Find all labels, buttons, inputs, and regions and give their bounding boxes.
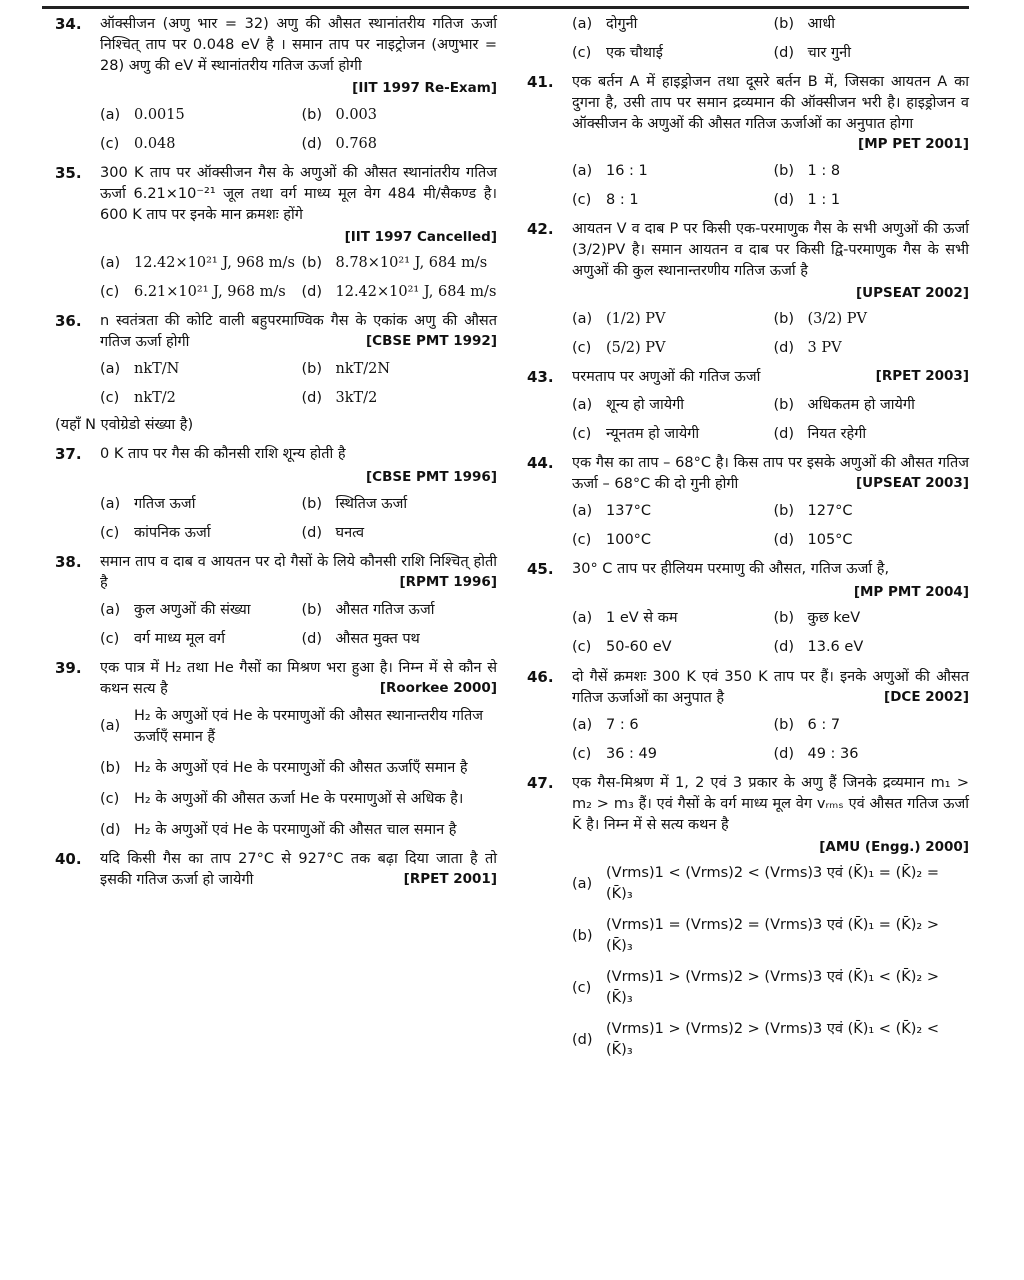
question-number: 44. [527,454,554,473]
question-number: 38. [55,552,82,571]
option-c: (c) (Vrms)1 > (Vrms)2 > (Vrms)3 एवं (K̄)₁ < (K̄)₂ > (K̄)₃ [572,969,939,1007]
question-number: 36. [55,312,82,331]
question-text: यदि किसी गैस का ताप 27°C से 927°C तक बढ़ा दिया जाता है तो इसकी गतिज ऊर्जा हो जायेगी [RPET 2001] [100,850,497,888]
option-c: (c) 8 : 1 [572,191,639,208]
option-d: (d) औसत मुक्त पथ [301,630,420,647]
option-a: (a) गतिज ऊर्जा [100,495,196,512]
option-d: (d) H₂ के अणुओं एवं He के परमाणुओं की औसत चाल समान है [100,821,457,838]
option-c: (c) वर्ग माध्य मूल वर्ग [100,630,226,647]
option-c: (c) H₂ के अणुओं की औसत ऊर्जा He के परमाणुओं से अधिक है। [100,790,464,807]
option-c: (c) 100°C [572,532,652,549]
question-number: 47. [527,773,554,792]
option-b: (b) आधी [773,16,835,32]
question-45 [527,559,969,658]
option-b: (b) कुछ keV [773,610,861,627]
option-c: (c) nkT/2 [100,390,176,407]
option-d: (d) 49 : 36 [773,745,859,762]
exam-source: [CBSE PMT 1996] [366,469,497,486]
exam-source: [RPET 2003] [875,368,969,385]
option-d: (d) 13.6 eV [773,639,864,656]
question-number: 43. [527,368,554,387]
option-c: (c) 50-60 eV [572,639,672,656]
option-a: (a) 1 eV से कम [572,610,678,627]
option-a: (a) nkT/N [100,361,180,378]
question-text: परमताप पर अणुओं की गतिज ऊर्जा [RPET 2003] [572,368,969,386]
question-number: 42. [527,219,554,238]
question-number: 40. [55,849,82,868]
question-text: 0 K ताप पर गैस की कौनसी राशि शून्य होती है [100,446,346,463]
option-a: (a) 12.42×10²¹ J, 968 m/s [100,255,295,272]
option-d: (d) 12.42×10²¹ J, 684 m/s [301,284,497,301]
option-c: (c) 6.21×10²¹ J, 968 m/s [100,284,286,301]
question-39 [55,658,497,841]
question-46 [527,667,969,765]
exam-source: [MP PET 2001] [858,136,969,153]
question-number: 46. [527,667,554,686]
exam-source: [IIT 1997 Cancelled] [344,228,497,245]
option-d: (d) घनत्व [301,524,365,541]
question-42 [527,219,969,360]
option-b: (b) अधिकतम हो जायेगी [773,397,915,414]
option-c: (c) कांपनिक ऊर्जा [100,524,211,541]
top-rule [42,6,969,9]
question-text: एक पात्र में H₂ तथा He गैसों का मिश्रण भरा हुआ है। निम्न में से कौन से कथन सत्य है [Roorkee 2000] [100,659,497,697]
question-34 [55,14,497,155]
option-c: (c) (5/2) PV [572,340,666,357]
option-b: (b) (3/2) PV [773,311,867,328]
exam-source: [AMU (Engg.) 2000] [819,838,969,855]
option-a: (a) शून्य हो जायेगी [572,397,685,414]
option-d: (d) (Vrms)1 > (Vrms)2 > (Vrms)3 एवं (K̄)₁ < (K̄)₂ < (K̄)₃ [572,1021,939,1059]
question-text: एक गैस का ताप – 68°C है। किस ताप पर इसके अणुओं की औसत गतिज ऊर्जा – 68°C की दो गुनी होगी [UPSEAT 2003] [572,455,969,493]
exam-source: [Roorkee 2000] [379,679,497,696]
question-number: 45. [527,560,554,579]
exam-source: [DCE 2002] [884,688,969,705]
option-b: (b) स्थितिज ऊर्जा [301,495,408,512]
question-text: दो गैसें क्रमशः 300 K एवं 350 K ताप पर हैं। इनके अणुओं की औसत गतिज ऊर्जाओं का अनुपात है [DCE 2002] [572,668,969,706]
exam-source: [RPET 2001] [403,870,497,887]
option-d: (d) 3kT/2 [301,390,378,407]
question-text: एक बर्तन A में हाइड्रोजन तथा दूसरे बर्तन B में, जिसका आयतन A का दुगना है, उसी ताप पर समान द्रव्यमान की ऑक्सीजन भरी है। हाइड्रोजन व ऑक्सीजन के अणुओं की औसत गतिज ऊर्जाओं का अनुपात होगा [MP PET 2001] [572,72,969,155]
option-b: (b) (Vrms)1 = (Vrms)2 = (Vrms)3 एवं (K̄)₁ = (K̄)₂ > (K̄)₃ [572,917,939,955]
option-c: (c) एक चौथाई [572,45,663,62]
option-d: (d) 3 PV [773,340,842,357]
question-40 [55,849,497,891]
option-c: (c) 36 : 49 [572,745,658,762]
question-number: 34. [55,15,82,33]
option-b: (b) 1 : 8 [773,162,841,179]
question-text: 30° C ताप पर हीलियम परमाणु की औसत, गतिज ऊर्जा है, [572,561,890,578]
option-b: (b) 6 : 7 [773,716,841,733]
question-36 [55,311,497,436]
question-43 [527,367,969,445]
option-b: (b) औसत गतिज ऊर्जा [301,601,435,618]
exam-source: [MP PMT 2004] [853,583,969,600]
exam-source: [UPSEAT 2003] [855,475,969,492]
option-d: (d) नियत रहेगी [773,426,867,443]
question-text: n स्वतंत्रता की कोटि वाली बहुपरमाण्विक गैस के एकांक अणु की औसत गतिज ऊर्जा होगी [CBSE PMT 1992] [100,313,497,351]
question-note: (यहाँ N एवोग्रेडो संख्या है) [55,417,194,434]
question-number: 37. [55,445,82,464]
exam-source: [IIT 1997 Re-Exam] [352,80,497,97]
question-text: आयतन V व दाब P पर किसी एक-परमाणुक गैस के सभी अणुओं की ऊर्जा (3/2)PV है। समान आयतन व दाब पर किसी द्वि-परमाणुक गैस के सभी अणुओं की कुल स्थानान्तरणीय गतिज ऊर्जा है [572,220,969,279]
question-47 [527,773,969,1062]
question-number: 41. [527,73,554,92]
option-d: (d) 0.768 [301,135,378,152]
question-text: ऑक्सीजन (अणु भार = 32) अणु की औसत स्थानांतरीय गतिज ऊर्जा निश्चित् ताप पर 0.048 eV है । समान ताप पर नाइट्रोजन (अणुभार = 28) अणु की eV में स्थानांतरीय गतिज ऊर्जा होगी [100,16,497,75]
question-text: 300 K ताप पर ऑक्सीजन गैस के अणुओं की औसत स्थानांतरीय गतिज ऊर्जा 6.21×10⁻²¹ जूल तथा वर्ग माध्य मूल वेग 484 मी/सैकण्ड है। 600 K ताप पर इनके मान क्रमशः होंगे [100,164,497,223]
exam-source: [UPSEAT 2002] [855,284,969,301]
option-b: (b) nkT/2N [301,361,391,378]
question-number: 35. [55,163,82,182]
question-number: 39. [55,658,82,677]
option-b: (b) 8.78×10²¹ J, 684 m/s [301,255,488,272]
option-b: (b) 127°C [773,503,853,520]
option-a: (a) 137°C [572,503,652,520]
option-a: (a) H₂ के अणुओं एवं He के परमाणुओं की औसत स्थानान्तरीय गतिज ऊर्जाएँ समान हैं [100,707,483,745]
question-37 [55,444,497,543]
option-a: (a) 16 : 1 [572,162,648,179]
question-text: एक गैस-मिश्रण में 1, 2 एवं 3 प्रकार के अणु हैं जिनके द्रव्यमान m₁ > m₂ > m₃ हैं। एवं गैसों के वर्ग माध्य मूल वेग vᵣₘₛ एवं औसत गतिज ऊर्जा K̄ है। निम्न में से सत्य कथन है [572,774,969,833]
option-d: (d) 105°C [773,532,853,549]
right-column [527,14,969,1069]
question-38 [55,552,497,650]
option-a: (a) दोगुनी [572,16,638,32]
exam-source: [RPMT 1996] [399,573,497,590]
option-a: (a) कुल अणुओं की संख्या [100,601,251,618]
left-column [55,14,497,899]
option-a: (a) 7 : 6 [572,716,639,733]
option-d: (d) चार गुनी [773,45,851,62]
question-40-options [527,14,969,64]
option-b: (b) H₂ के अणुओं एवं He के परमाणुओं की औसत ऊर्जाएँ समान है [100,759,468,776]
option-c: (c) 0.048 [100,135,176,152]
question-44 [527,453,969,551]
option-a: (a) 0.0015 [100,106,185,123]
question-text: समान ताप व दाब व आयतन पर दो गैसों के लिये कौनसी राशि निश्चित् होती है [RPMT 1996] [100,553,497,591]
exam-source: [CBSE PMT 1992] [366,333,497,350]
option-d: (d) 1 : 1 [773,191,841,208]
option-a: (a) (1/2) PV [572,311,666,328]
option-c: (c) न्यूनतम हो जायेगी [572,426,700,443]
question-35 [55,163,497,304]
option-a: (a) (Vrms)1 < (Vrms)2 < (Vrms)3 एवं (K̄)₁ = (K̄)₂ = (K̄)₃ [572,865,939,903]
question-41 [527,72,969,211]
option-b: (b) 0.003 [301,106,378,123]
